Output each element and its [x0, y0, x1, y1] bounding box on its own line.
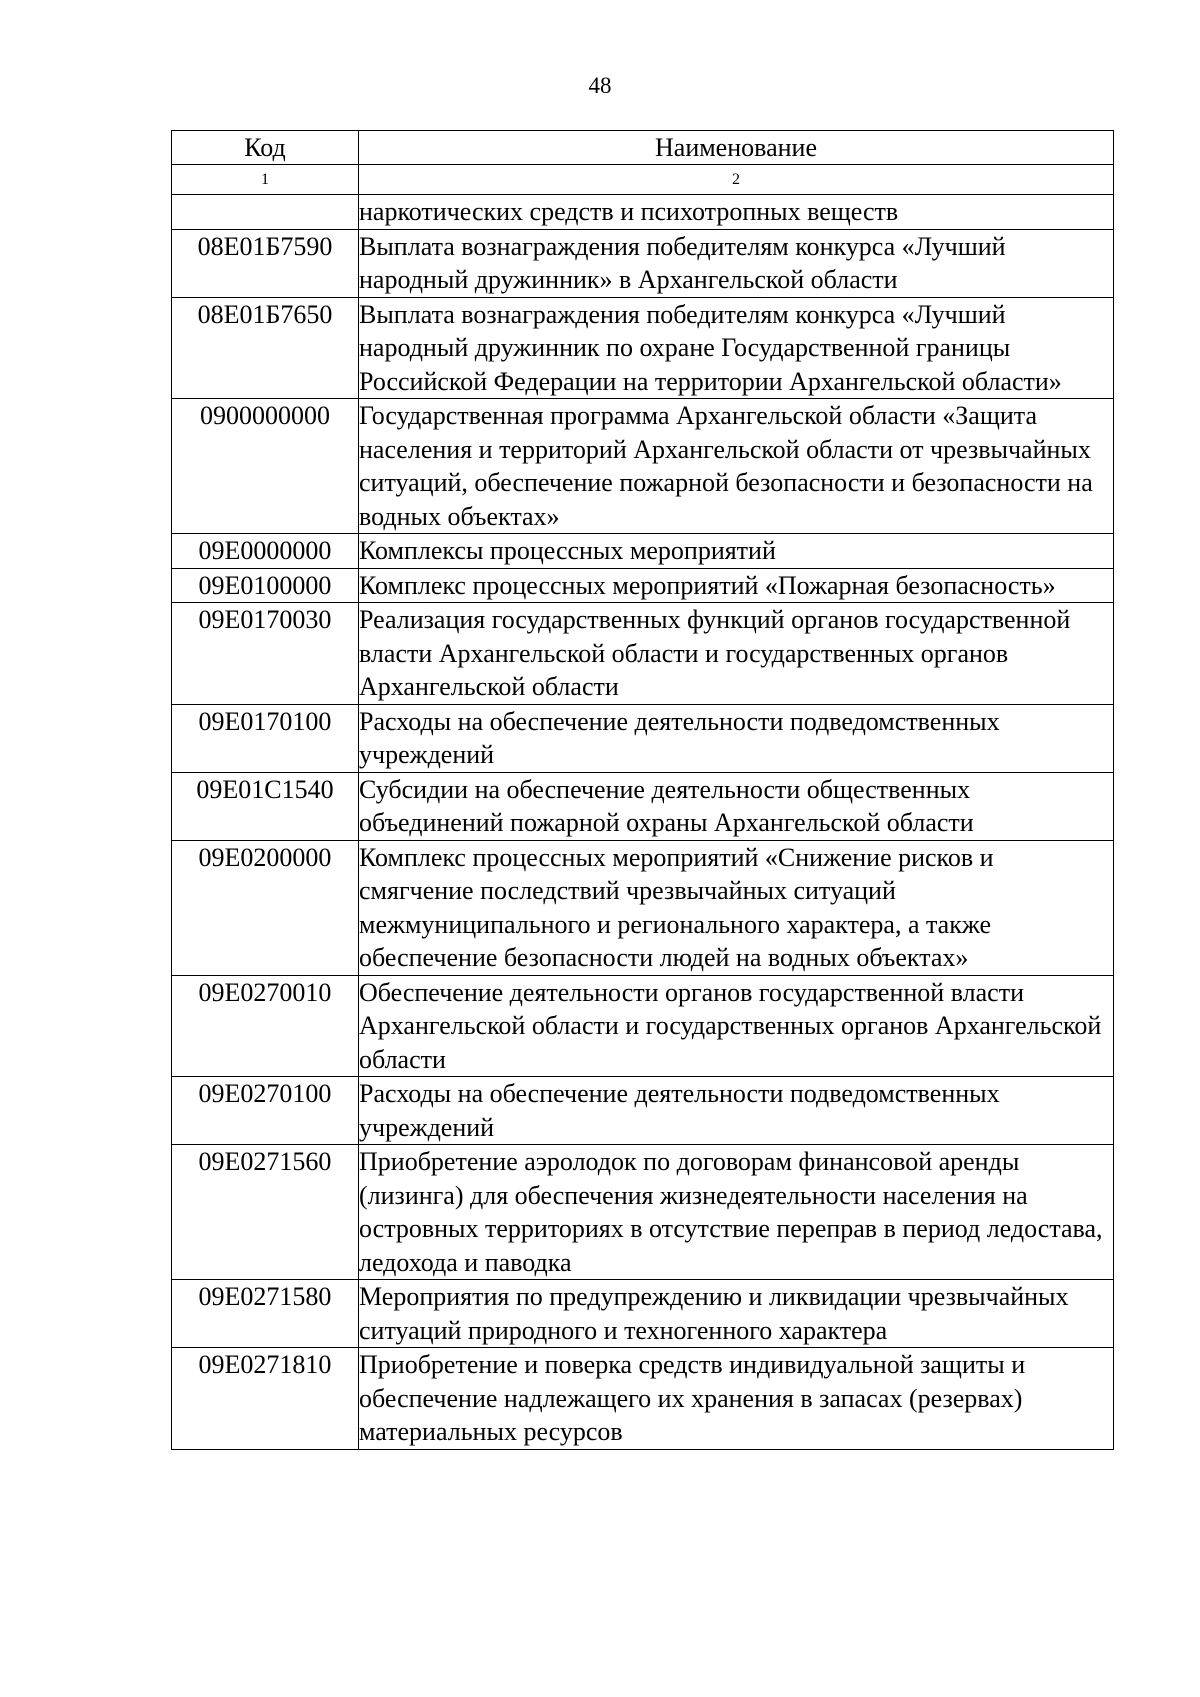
row-name: Выплата вознаграждения победителям конкурса «Лучший народный дружинник по охране Государственной границы Российской Федерации на территории Архангельской области» — [359, 297, 1114, 399]
row-name: Реализация государственных функций органов государственной власти Архангельской области и государственных органов Архангельской области — [359, 603, 1114, 705]
row-code — [172, 195, 359, 230]
row-name: Комплекс процессных мероприятий «Пожарная безопасность» — [359, 568, 1114, 603]
row-name: Обеспечение деятельности органов государственной власти Архангельской области и государственных органов Архангельской области — [359, 975, 1114, 1077]
table-row — [172, 195, 1114, 230]
row-code: 09Е0170030 — [172, 603, 359, 705]
budget-classification-table — [171, 130, 1114, 1450]
row-code: 09Е0170100 — [172, 704, 359, 772]
column-number-name: 2 — [359, 165, 1114, 195]
row-name: наркотических средств и психотропных веществ — [359, 195, 1114, 230]
table-row — [172, 772, 1114, 840]
row-code: 09Е0000000 — [172, 534, 359, 569]
table-row — [172, 1348, 1114, 1450]
row-name: Выплата вознаграждения победителям конкурса «Лучший народный дружинник» в Архангельской области — [359, 229, 1114, 297]
row-code: 09Е0270100 — [172, 1077, 359, 1145]
row-name: Расходы на обеспечение деятельности подведомственных учреждений — [359, 704, 1114, 772]
row-name: Мероприятия по предупреждению и ликвидации чрезвычайных ситуаций природного и техногенного характера — [359, 1280, 1114, 1348]
table-row — [172, 399, 1114, 534]
table-row — [172, 840, 1114, 975]
table-row — [172, 297, 1114, 399]
table-row — [172, 704, 1114, 772]
row-name: Комплексы процессных мероприятий — [359, 534, 1114, 569]
table-row — [172, 229, 1114, 297]
table-header-row — [172, 131, 1114, 165]
row-name: Приобретение и поверка средств индивидуальной защиты и обеспечение надлежащего их хранения в запасах (резервах) материальных ресурсов — [359, 1348, 1114, 1450]
row-name: Комплекс процессных мероприятий «Снижение рисков и смягчение последствий чрезвычайных ситуаций межмуниципального и регионального характера, а также обеспечение безопасности людей на водных объектах» — [359, 840, 1114, 975]
row-name: Приобретение аэролодок по договорам финансовой аренды (лизинга) для обеспечения жизнедеятельности населения на островных территориях в отсутствие переправ в период ледостава, ледохода и паводка — [359, 1145, 1114, 1280]
row-code: 09Е0271810 — [172, 1348, 359, 1450]
row-name: Государственная программа Архангельской области «Защита населения и территорий Архангельской области от чрезвычайных ситуаций, обеспечение пожарной безопасности и безопасности на водных объектах» — [359, 399, 1114, 534]
row-code: 09Е01С1540 — [172, 772, 359, 840]
table-row — [172, 603, 1114, 705]
row-code: 09Е0271580 — [172, 1280, 359, 1348]
table-row — [172, 534, 1114, 569]
row-code: 08Е01Б7590 — [172, 229, 359, 297]
table-row — [172, 1145, 1114, 1280]
row-code: 09Е0271560 — [172, 1145, 359, 1280]
header-name: Наименование — [359, 131, 1114, 165]
row-code: 09Е0200000 — [172, 840, 359, 975]
row-code: 09Е0270010 — [172, 975, 359, 1077]
header-code: Код — [172, 131, 359, 165]
page-number: 48 — [588, 73, 612, 98]
table-row — [172, 975, 1114, 1077]
row-name: Расходы на обеспечение деятельности подведомственных учреждений — [359, 1077, 1114, 1145]
row-code: 0900000000 — [172, 399, 359, 534]
column-number-row — [172, 165, 1114, 195]
table-row — [172, 1077, 1114, 1145]
column-number-code: 1 — [172, 165, 359, 195]
row-code: 08Е01Б7650 — [172, 297, 359, 399]
row-name: Субсидии на обеспечение деятельности общественных объединений пожарной охраны Архангельской области — [359, 772, 1114, 840]
table-row — [172, 1280, 1114, 1348]
table-row — [172, 568, 1114, 603]
row-code: 09Е0100000 — [172, 568, 359, 603]
